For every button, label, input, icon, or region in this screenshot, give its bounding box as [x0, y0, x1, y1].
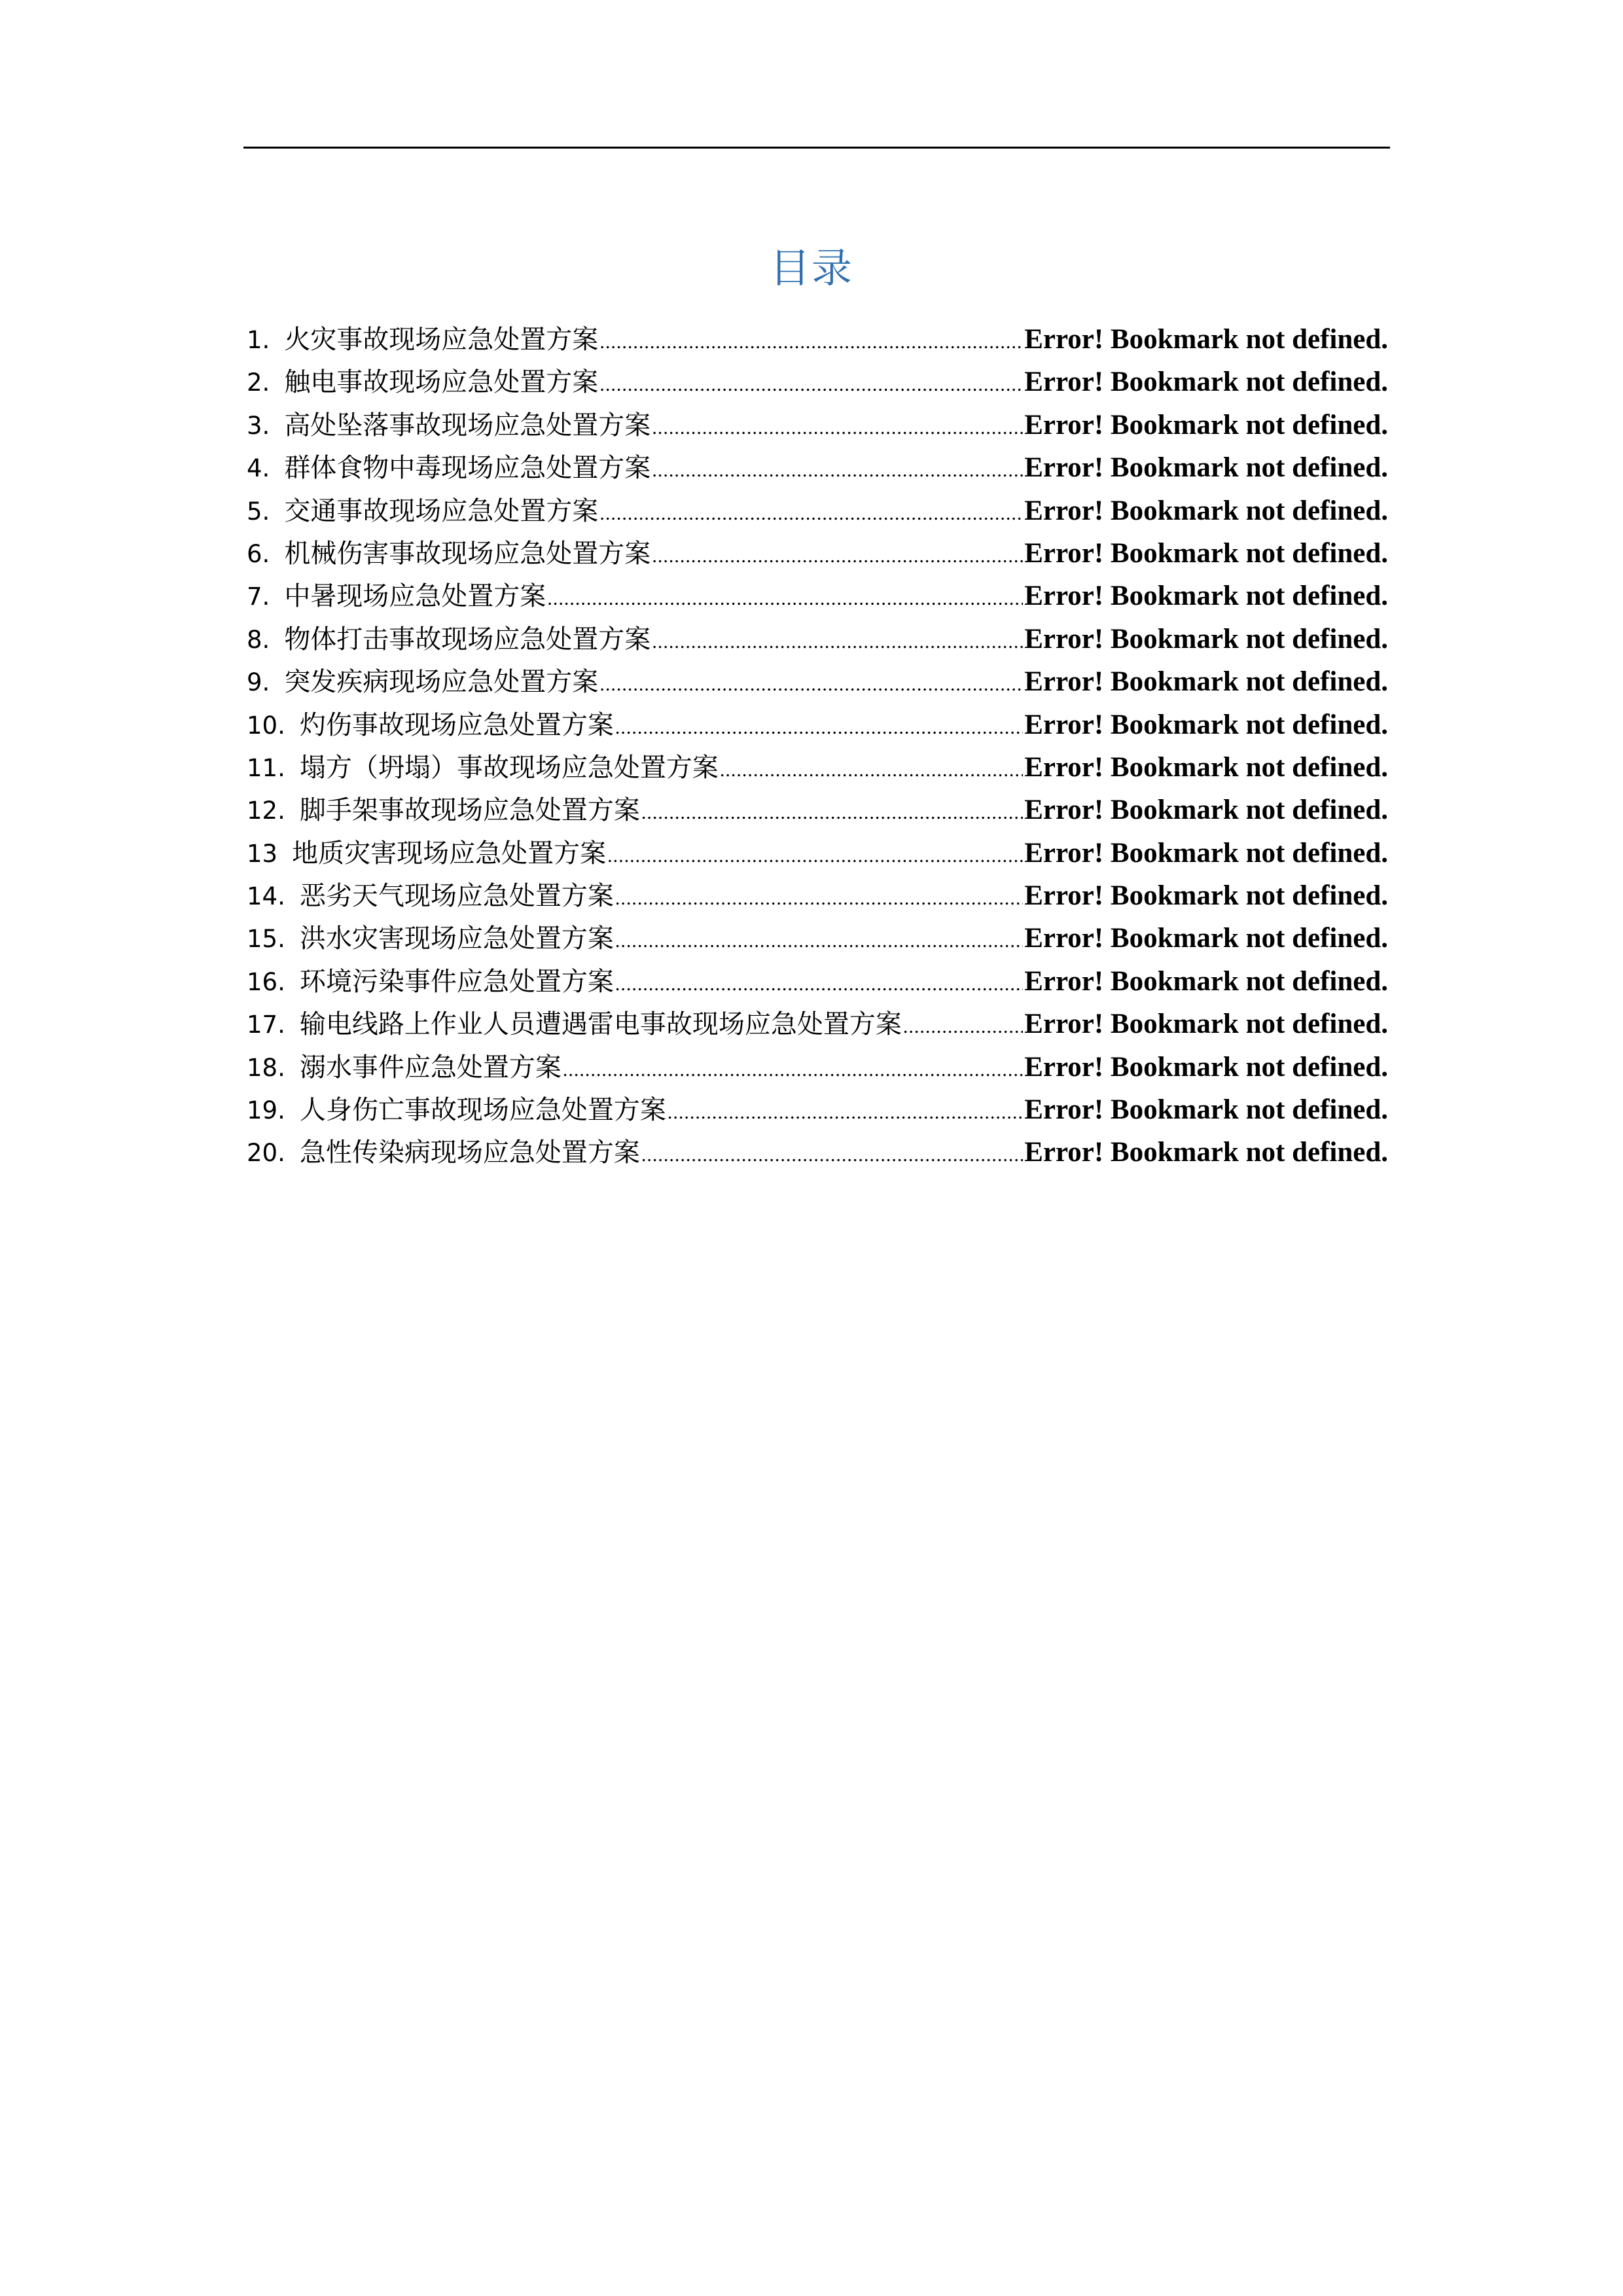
- toc-entry[interactable]: [247, 318, 1388, 361]
- toc-entry-page-reference: Error! Bookmark not defined.: [1024, 666, 1388, 698]
- toc-entry-title[interactable]: 中暑现场应急处置方案: [284, 581, 546, 612]
- toc-entry-number: 1.: [247, 326, 270, 354]
- toc-entry-title[interactable]: 高处坠落事故现场应急处置方案: [284, 410, 651, 440]
- toc-entry[interactable]: [247, 789, 1388, 831]
- toc-entry-title[interactable]: 急性传染病现场应急处置方案: [299, 1138, 640, 1168]
- toc-entry-title[interactable]: 突发疾病现场应急处置方案: [284, 667, 599, 698]
- toc-entry[interactable]: [247, 960, 1388, 1003]
- toc-dot-leader: [652, 449, 1023, 492]
- toc-entry-page-reference: Error! Bookmark not defined.: [1024, 1051, 1388, 1083]
- toc-entry[interactable]: [247, 1046, 1388, 1088]
- toc-entry[interactable]: [247, 917, 1388, 960]
- toc-dot-leader: [641, 1134, 1023, 1176]
- toc-entry-title[interactable]: 地质灾害现场应急处置方案: [292, 838, 607, 869]
- toc-dot-leader: [615, 920, 1023, 962]
- toc-entry-number: 18.: [247, 1053, 285, 1082]
- toc-entry-title[interactable]: 机械伤害事故现场应急处置方案: [284, 538, 651, 569]
- toc-entry[interactable]: [247, 404, 1388, 446]
- toc-dot-leader: [615, 706, 1023, 749]
- toc-dot-leader: [563, 1049, 1023, 1091]
- toc-entry-page-reference: Error! Bookmark not defined.: [1024, 495, 1388, 526]
- toc-entry-number: 19.: [247, 1096, 285, 1125]
- toc-entry[interactable]: [247, 660, 1388, 703]
- toc-entry[interactable]: [247, 361, 1388, 403]
- toc-dot-leader: [599, 663, 1023, 706]
- toc-entry-number: 15.: [247, 925, 285, 954]
- toc-entry-number: 14.: [247, 882, 285, 911]
- toc-entry-page-reference: Error! Bookmark not defined.: [1024, 751, 1388, 783]
- toc-entry-number: 13: [247, 839, 278, 868]
- toc-entry-title[interactable]: 洪水灾害现场应急处置方案: [299, 924, 614, 954]
- toc-entry-number: 9.: [247, 668, 270, 697]
- toc-dot-leader: [720, 749, 1023, 791]
- toc-entry-title[interactable]: 灼伤事故现场应急处置方案: [299, 709, 614, 740]
- toc-entry-page-reference: Error! Bookmark not defined.: [1024, 537, 1388, 569]
- toc-entry-number: 11.: [247, 753, 285, 782]
- toc-dot-leader: [599, 492, 1023, 535]
- header-rule: [243, 147, 1390, 149]
- toc-entry-title[interactable]: 交通事故现场应急处置方案: [284, 495, 599, 526]
- toc-dot-leader: [599, 321, 1023, 363]
- toc-dot-leader: [641, 791, 1023, 834]
- toc-entry-title[interactable]: 恶劣天气现场应急处置方案: [299, 881, 614, 912]
- toc-dot-leader: [599, 363, 1023, 406]
- toc-entry-page-reference: Error! Bookmark not defined.: [1024, 367, 1388, 398]
- toc-entry-number: 4.: [247, 454, 270, 483]
- toc-entry-title[interactable]: 塌方（坍塌）事故现场应急处置方案: [299, 752, 719, 783]
- toc-entry-page-reference: Error! Bookmark not defined.: [1024, 623, 1388, 655]
- toc-entry-title[interactable]: 物体打击事故现场应急处置方案: [284, 624, 651, 655]
- toc-entry-title[interactable]: 输电线路上作业人员遭遇雷电事故现场应急处置方案: [299, 1009, 902, 1040]
- toc-entry-number: 12.: [247, 797, 285, 825]
- toc-entry-page-reference: Error! Bookmark not defined.: [1024, 923, 1388, 954]
- toc-entry-number: 17.: [247, 1011, 285, 1039]
- toc-entry-page-reference: Error! Bookmark not defined.: [1024, 409, 1388, 440]
- toc-entry-page-reference: Error! Bookmark not defined.: [1024, 452, 1388, 484]
- toc-entry-page-reference: Error! Bookmark not defined.: [1024, 1137, 1388, 1168]
- toc-entry-title[interactable]: 群体食物中毒现场应急处置方案: [284, 453, 651, 484]
- toc-entry-page-reference: Error! Bookmark not defined.: [1024, 1009, 1388, 1040]
- toc-dot-leader: [652, 535, 1023, 577]
- toc-entry-number: 20.: [247, 1139, 285, 1168]
- toc-entry-number: 2.: [247, 368, 270, 397]
- toc-entry-page-reference: Error! Bookmark not defined.: [1024, 581, 1388, 612]
- toc-entry[interactable]: [247, 446, 1388, 489]
- toc-dot-leader: [607, 834, 1023, 877]
- toc-entry[interactable]: [247, 575, 1388, 617]
- toc-dot-leader: [903, 1005, 1023, 1048]
- toc-dot-leader: [615, 963, 1023, 1005]
- toc-entry-page-reference: Error! Bookmark not defined.: [1024, 965, 1388, 997]
- toc-entry-number: 6.: [247, 539, 270, 568]
- toc-entry[interactable]: [247, 1088, 1388, 1131]
- toc-entry-title[interactable]: 溺水事件应急处置方案: [299, 1052, 562, 1083]
- toc-entry-number: 7.: [247, 583, 270, 611]
- toc-entry[interactable]: [247, 532, 1388, 575]
- toc-entry[interactable]: [247, 1003, 1388, 1045]
- toc-entry-title[interactable]: 环境污染事件应急处置方案: [299, 966, 614, 997]
- toc-entry-title[interactable]: 脚手架事故现场应急处置方案: [299, 795, 640, 826]
- toc-dot-leader: [615, 877, 1023, 920]
- toc-entry[interactable]: [247, 874, 1388, 917]
- toc-entry-page-reference: Error! Bookmark not defined.: [1024, 709, 1388, 740]
- toc-entry-number: 3.: [247, 411, 270, 440]
- toc-entry[interactable]: [247, 490, 1388, 532]
- toc-entry-number: 5.: [247, 497, 270, 526]
- toc-entry-number: 8.: [247, 625, 270, 654]
- toc-dot-leader: [547, 577, 1023, 620]
- toc-entry-title[interactable]: 触电事故现场应急处置方案: [284, 367, 599, 398]
- toc-dot-leader: [652, 406, 1023, 449]
- toc-entry-title[interactable]: 火灾事故现场应急处置方案: [284, 325, 599, 355]
- toc-entry[interactable]: [247, 746, 1388, 789]
- toc-entry[interactable]: [247, 832, 1388, 874]
- toc-entry[interactable]: [247, 704, 1388, 746]
- toc-entry-page-reference: Error! Bookmark not defined.: [1024, 324, 1388, 355]
- toc-dot-leader: [668, 1091, 1023, 1134]
- toc-list: [247, 318, 1388, 1174]
- toc-entry-page-reference: Error! Bookmark not defined.: [1024, 880, 1388, 912]
- toc-entry[interactable]: [247, 618, 1388, 660]
- toc-title: 目录: [769, 244, 853, 292]
- toc-entry-page-reference: Error! Bookmark not defined.: [1024, 837, 1388, 869]
- toc-entry-page-reference: Error! Bookmark not defined.: [1024, 1094, 1388, 1126]
- toc-entry-number: 16.: [247, 967, 285, 996]
- toc-entry[interactable]: [247, 1131, 1388, 1174]
- toc-entry-number: 10.: [247, 711, 285, 740]
- toc-dot-leader: [652, 620, 1023, 663]
- toc-entry-page-reference: Error! Bookmark not defined.: [1024, 795, 1388, 826]
- toc-entry-title[interactable]: 人身伤亡事故现场应急处置方案: [299, 1095, 666, 1126]
